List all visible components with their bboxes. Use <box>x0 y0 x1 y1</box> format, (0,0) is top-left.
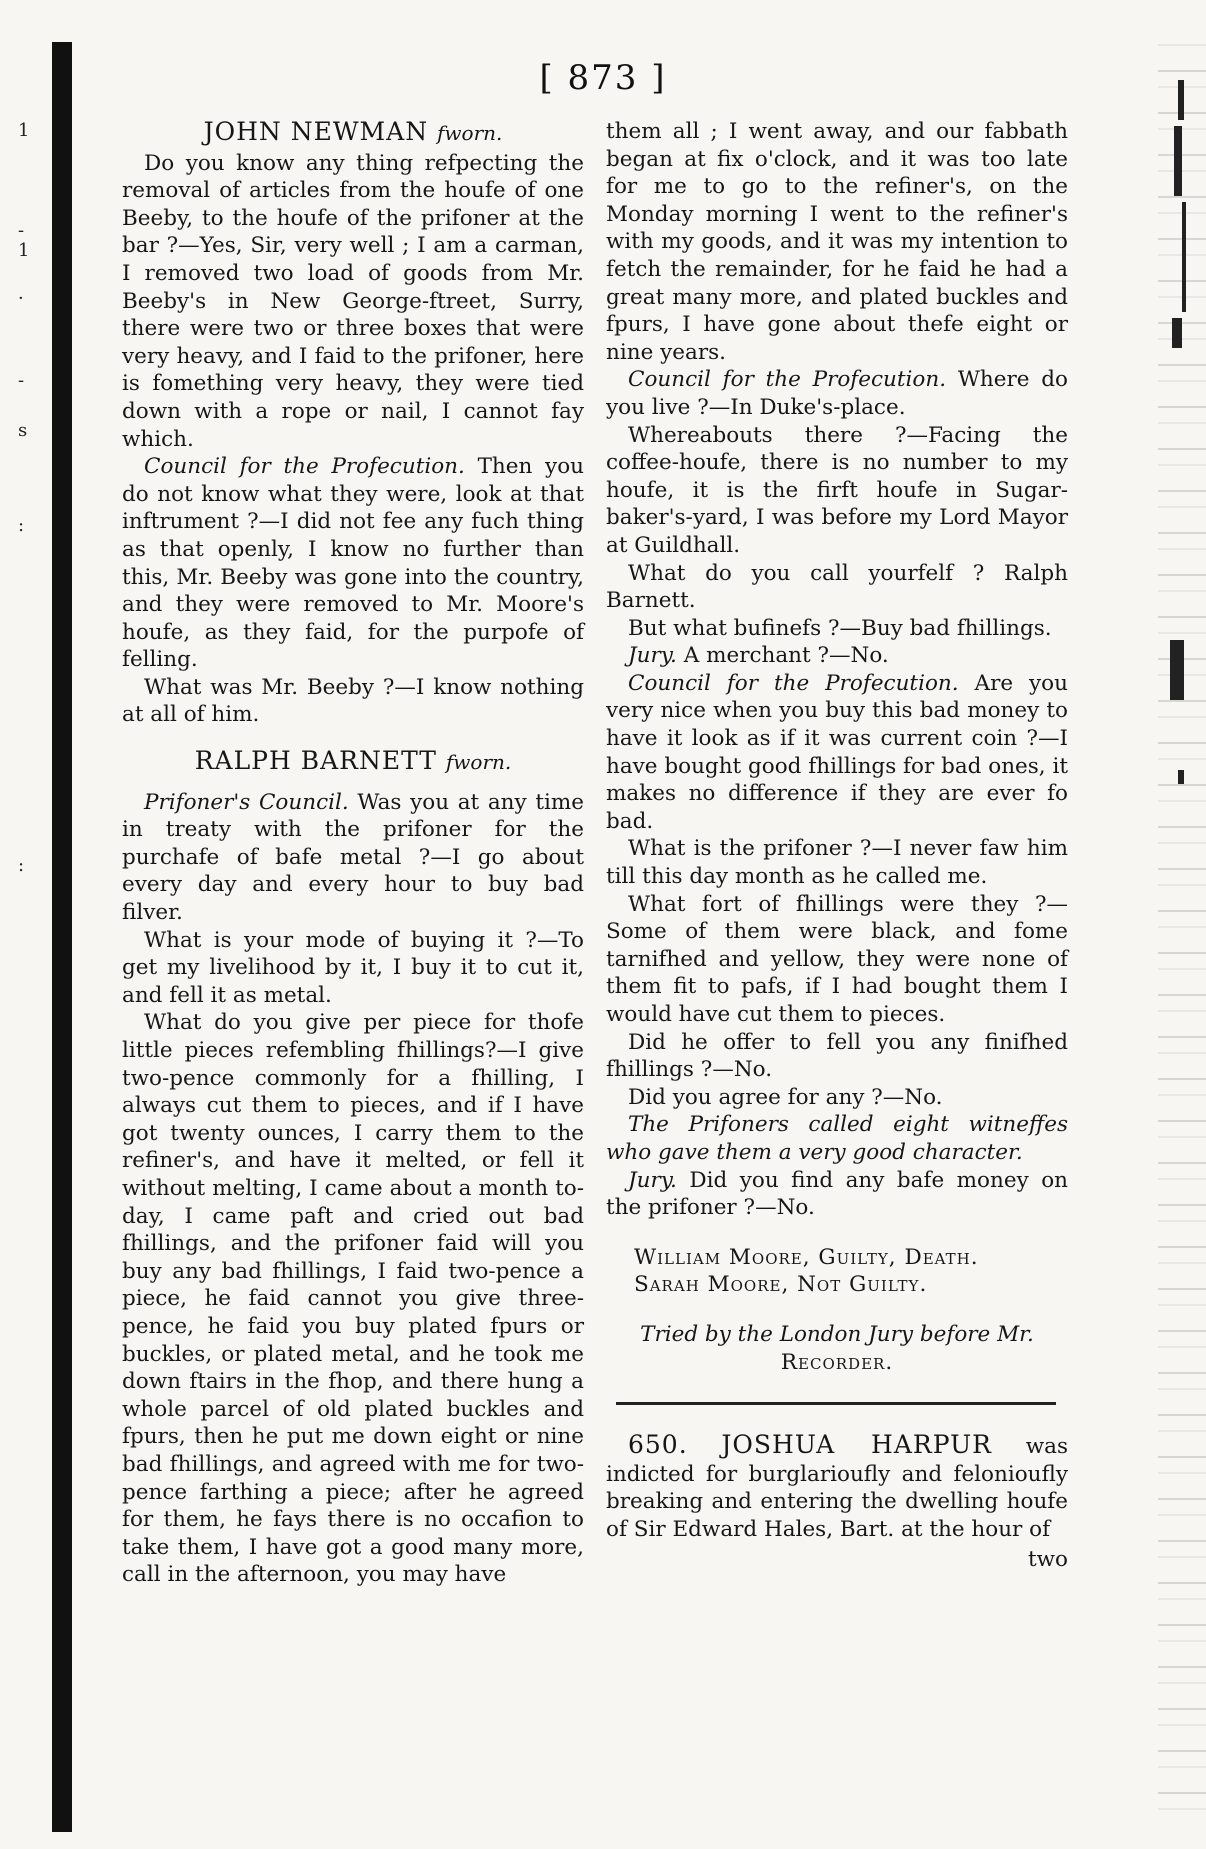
witness-name: RALPH BARNETT <box>194 746 437 776</box>
sworn-label: fworn. <box>437 121 503 145</box>
paragraph: But what bufinefs ?—Buy bad fhillings. <box>628 615 1052 641</box>
paragraph <box>122 789 584 927</box>
case-name: JOSHUA HARPUR <box>721 1430 992 1460</box>
paragraph <box>122 453 584 674</box>
case-paragraph <box>606 1431 1068 1543</box>
paragraph-text: Then you do not know what they were, look at that inftrument ?—I did not fee any fuch thing as that openly, I know no further than this, Mr. Beeby was gone into the country, and they were removed to Mr. Moore's houfe, as they faid, for the purpofe of felling. <box>122 454 584 673</box>
paragraph: Did you agree for any ?—No. <box>628 1084 943 1110</box>
character-witness-note: The Prifoners called eight witneffes who gave them a very good character. <box>606 1112 1068 1165</box>
edge-marks-lower <box>1168 640 1198 790</box>
paragraph: What was Mr. Beeby ?—I know nothing at all of him. <box>122 674 584 728</box>
left-column <box>122 118 584 1589</box>
paragraph <box>606 366 1068 421</box>
section-divider <box>616 1402 1056 1405</box>
verdict-block <box>606 1244 1068 1299</box>
witness-name: JOHN NEWMAN <box>203 117 429 146</box>
paragraph: What do you give per piece for thofe little pieces refembling fhillings?—I give two-pence commonly for a fhilling, I always cut them to pieces, and if I have got twenty ounces, I carry them to the refiner's, and have it melted, or fell it without melting, I came about a month to-day, I came paft and cried out bad fhillings, and the prifoner faid will you buy any bad fhillings, I faid two-pence a piece, he faid cannot you give three-pence, he faid you buy plated fpurs or buckles, or plated metal, and he took me down ftairs in the fhop, and there hung a whole parcel of old plated buckles and fpurs, then he put me down eight or nine bad fhillings, and agreed with me for two-pence farthing a piece; after he agreed for them, he fays there is no occafion to take them, I have got a good many more, call in the afternoon, you may have <box>122 1010 584 1588</box>
edge-marks <box>1168 80 1198 354</box>
verdict-line: Sarah Moore, Not Guilty. <box>634 1272 928 1298</box>
paragraph: Do you know any thing refpecting the removal of articles from the houfe of one Beeby, to the houfe of the prifoner at the bar ?—Yes, Sir, very well ; I am a carman, I removed two load of goods from Mr. Beeby's in New George-ftreet, Surry, there were two or three boxes that were very heavy, and I faid to the prifoner, here is fomething very heavy, they were tied down with a rope or nail, I cannot fay which. <box>122 150 584 452</box>
paragraph: What do you call yourfelf ? Ralph Barnett. <box>606 560 1068 614</box>
witness-heading <box>122 747 584 777</box>
speaker: Prifoner's Council. <box>144 789 349 815</box>
sworn-label: fworn. <box>445 750 512 775</box>
paragraph: What is the prifoner ?—I never faw him till this day month as he called me. <box>606 836 1068 890</box>
paragraph: Whereabouts there ?—Facing the coffee-houfe, there is no number to my houfe, it is the firft houfe in Sugar-baker's-yard, I was before my Lord Mayor at Guildhall. <box>606 422 1068 558</box>
paragraph: Did he offer to fell you any finifhed fhillings ?—No. <box>606 1029 1068 1083</box>
page-number: [ 873 ] <box>539 58 667 98</box>
binding-shadow <box>52 42 72 1832</box>
verdict-line: William Moore, Guilty, Death. <box>634 1244 979 1270</box>
paragraph-text: A merchant ?—No. <box>683 643 889 669</box>
paragraph <box>606 1167 1068 1222</box>
paragraph-text: Did you find any bafe money on the prifoner ?—No. <box>606 1167 1068 1221</box>
catchword: two <box>1028 1546 1068 1572</box>
margin-marks: 1 - 1 · - s : : <box>18 120 30 876</box>
case-text: was indicted for burglarioufly and felonioufly breaking and entering the dwelling houfe of Sir Edward Hales, Bart. at the hour of <box>606 1434 1068 1542</box>
speaker: Council for the Profecution. <box>144 454 465 480</box>
case-number: 650. <box>628 1430 688 1460</box>
right-column <box>606 118 1068 1573</box>
paragraph: What fort of fhillings were they ?—Some of them were black, and fome tarnifhed and yellow, they were none of them fit to pafs, if I had bought them I would have cut them to pieces. <box>606 891 1068 1027</box>
paragraph-text: Was you at any time in treaty with the prifoner for the purchafe of bafe metal ?—I go about every day and every hour to buy bad filver. <box>122 789 584 926</box>
speaker: Jury. <box>628 643 677 669</box>
speaker: Council for the Profecution. <box>628 670 959 696</box>
paragraph: them all ; I went away, and our fabbath began at fix o'clock, and it was too late for me to go to the refiner's, on the Monday morning I went to the refiner's with my goods, and it was my intention to fetch the remainder, for he faid he had a great many more, and plated buckles and fpurs, I have gone about thefe eight or nine years. <box>606 119 1068 365</box>
paragraph-text: Are you very nice when you buy this bad money to have it look as if it was current coin ?—I have bought good fhillings for bad ones, it makes no difference if they are ever fo bad. <box>606 670 1068 834</box>
paragraph <box>606 670 1068 836</box>
tried-before: Tried by the London Jury before Mr. <box>640 1321 1034 1347</box>
speaker: Council for the Profecution. <box>628 367 947 393</box>
paragraph <box>606 642 1068 670</box>
paragraph-text: Where do you live ?—In Duke's-place. <box>606 367 1068 420</box>
witness-heading <box>122 118 584 148</box>
speaker: Jury. <box>628 1167 677 1193</box>
paragraph: What is your mode of buying it ?—To get my livelihood by it, I buy it to cut it, and fell it as metal. <box>122 927 584 1008</box>
recorder: Recorder. <box>780 1349 894 1375</box>
